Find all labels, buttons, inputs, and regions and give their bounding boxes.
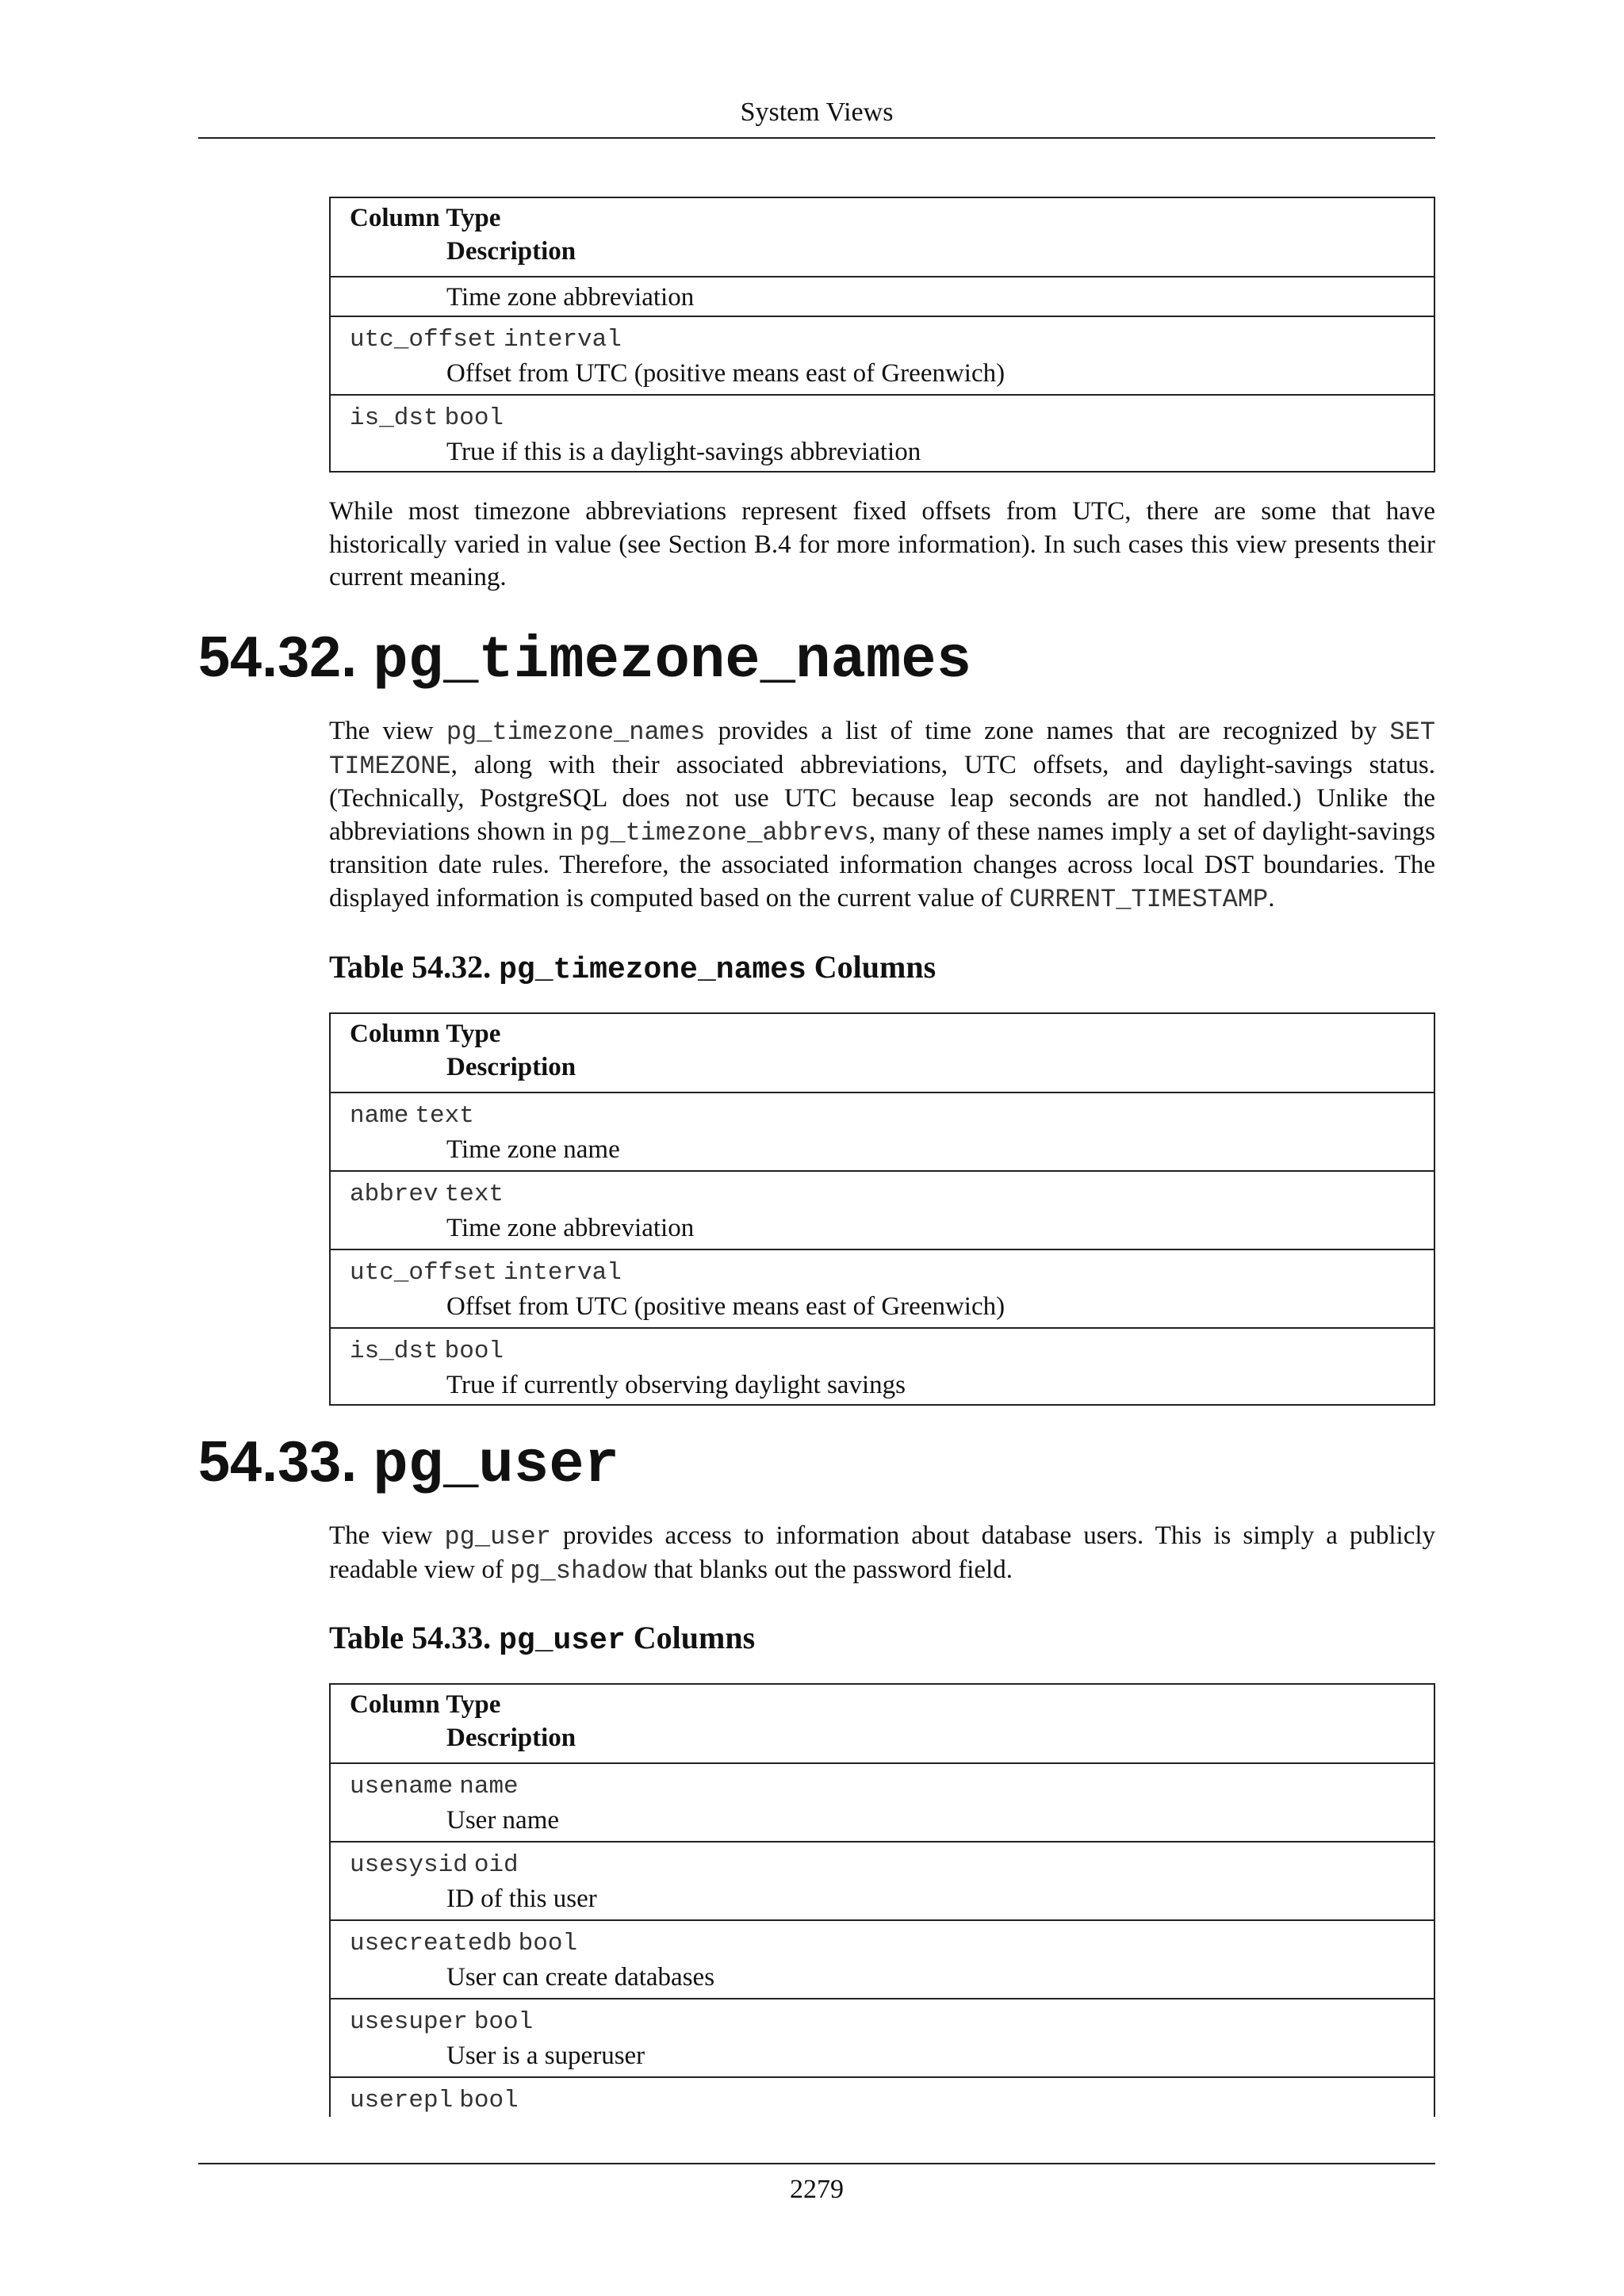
- column-name: usesysid: [350, 1851, 468, 1879]
- section-heading-timezone-names: [198, 623, 971, 695]
- table-caption-user: [329, 1617, 755, 1662]
- table-row: [331, 394, 1434, 471]
- caption-suffix: Columns: [625, 1620, 756, 1655]
- table-row: [331, 1762, 1434, 1841]
- timezone-names-paragraph: [329, 715, 1435, 916]
- section-view-name: pg_timezone_names: [373, 628, 972, 695]
- text-run: , along with their associated abbreviations, UTC offsets, and daylight-savings status. (Technically, PostgreSQL does not use UTC because leap seconds are not handled.) Unlike the abbreviations shown in: [329, 750, 1435, 846]
- column-type-heading: Column Type: [350, 1020, 501, 1048]
- column-description: User is a superuser: [446, 2042, 645, 2070]
- column-name: userepl: [350, 2087, 454, 2114]
- column-description: ID of this user: [446, 1885, 597, 1913]
- column-description: Time zone abbreviation: [446, 1214, 695, 1242]
- column-type: bool: [444, 404, 504, 432]
- table-row: [331, 1092, 1434, 1170]
- column-type: name: [459, 1773, 519, 1800]
- table-row: [331, 276, 1434, 316]
- table-caption-timezone-names: [329, 947, 936, 991]
- caption-prefix: Table 54.33.: [329, 1620, 500, 1655]
- table-row: [331, 1170, 1434, 1249]
- column-name: name: [350, 1102, 409, 1130]
- column-type: text: [444, 1181, 504, 1208]
- header-rule: [198, 137, 1435, 139]
- column-name: is_dst: [350, 404, 439, 432]
- column-type-heading: Column Type: [350, 1690, 501, 1719]
- user-table: [329, 1683, 1435, 2117]
- column-name: is_dst: [350, 1337, 439, 1365]
- code-literal: SET TIMEZONE: [329, 718, 1435, 781]
- text-run: that blanks out the password field.: [646, 1555, 1013, 1584]
- text-run: .: [1268, 883, 1275, 913]
- column-type: bool: [473, 2008, 534, 2036]
- section-number: 54.32.: [198, 626, 358, 689]
- page-number: 2279: [790, 2175, 844, 2204]
- section-number: 54.33.: [198, 1430, 358, 1494]
- description-heading: Description: [446, 1724, 576, 1752]
- text-run: The view: [329, 1521, 445, 1550]
- text-run: provides access to information about database users. This is simply a publicly readable view of: [329, 1521, 1436, 1584]
- column-name: utc_offset: [350, 326, 498, 354]
- column-name: utc_offset: [350, 1259, 498, 1287]
- column-type: bool: [518, 1930, 578, 1957]
- table-row: [331, 316, 1434, 394]
- column-description: True if currently observing daylight savings: [446, 1371, 906, 1399]
- table-row: [331, 2076, 1434, 2115]
- table-header-row: [331, 1685, 1434, 1762]
- column-type: interval: [504, 1259, 622, 1287]
- footer-rule: [198, 2163, 1435, 2164]
- column-type: oid: [473, 1851, 519, 1879]
- column-description: Time zone name: [446, 1135, 620, 1164]
- column-description: True if this is a daylight-savings abbreviation: [446, 438, 921, 466]
- table-row: [331, 1998, 1434, 2076]
- column-name: usesuper: [350, 2008, 468, 2036]
- caption-suffix: Columns: [806, 949, 936, 985]
- column-description: User name: [446, 1806, 560, 1835]
- section-view-name: pg_user: [373, 1433, 620, 1499]
- code-literal: CURRENT_TIMESTAMP: [1009, 884, 1269, 914]
- table-row: [331, 1919, 1434, 1998]
- description-heading: Description: [446, 237, 576, 266]
- table-row: [331, 1327, 1434, 1404]
- section-heading-user: [198, 1428, 619, 1500]
- abbrevs-table-continued: [329, 197, 1435, 473]
- text-run: , many of these names imply a set of daylight-savings transition date rules. Therefore, the associated information changes across local DST boundaries. The displayed information is computed based on the current value of: [329, 817, 1436, 913]
- code-literal: pg_timezone_abbrevs: [579, 817, 869, 848]
- table-row: [331, 1841, 1434, 1919]
- table-row: [331, 1249, 1434, 1327]
- table-header-row: [331, 1014, 1434, 1092]
- table-header-row: [331, 198, 1434, 276]
- caption-code: pg_user: [499, 1624, 626, 1658]
- caption-prefix: Table 54.32.: [329, 949, 500, 985]
- page-header: System Views: [740, 98, 894, 127]
- column-type: text: [415, 1102, 474, 1130]
- column-description: Offset from UTC (positive means east of Greenwich): [446, 359, 1005, 388]
- column-description: User can create databases: [446, 1963, 715, 1992]
- timezone-names-table: [329, 1012, 1435, 1406]
- code-literal: pg_timezone_names: [446, 718, 706, 747]
- abbrevs-paragraph: While most timezone abbreviations represent fixed offsets from UTC, there are some that have historically varied in value (see Section B.4 for more information). In such cases this view presents their current meaning.: [329, 497, 1435, 591]
- description-heading: Description: [446, 1053, 576, 1081]
- code-literal: pg_shadow: [510, 1556, 647, 1586]
- caption-code: pg_timezone_names: [499, 953, 806, 987]
- text-run: provides a list of time zone names that are recognized by: [705, 717, 1390, 745]
- column-type: interval: [504, 326, 622, 354]
- column-name: usename: [350, 1773, 454, 1800]
- text-run: The view: [329, 717, 446, 745]
- code-literal: pg_user: [444, 1522, 551, 1552]
- column-type: bool: [444, 1337, 504, 1365]
- user-paragraph: [329, 1520, 1435, 1587]
- column-description: Offset from UTC (positive means east of Greenwich): [446, 1292, 1005, 1321]
- column-description: Time zone abbreviation: [446, 283, 695, 312]
- column-type: bool: [459, 2087, 519, 2114]
- column-name: usecreatedb: [350, 1930, 512, 1957]
- column-name: abbrev: [350, 1181, 439, 1208]
- column-type-heading: Column Type: [350, 204, 501, 232]
